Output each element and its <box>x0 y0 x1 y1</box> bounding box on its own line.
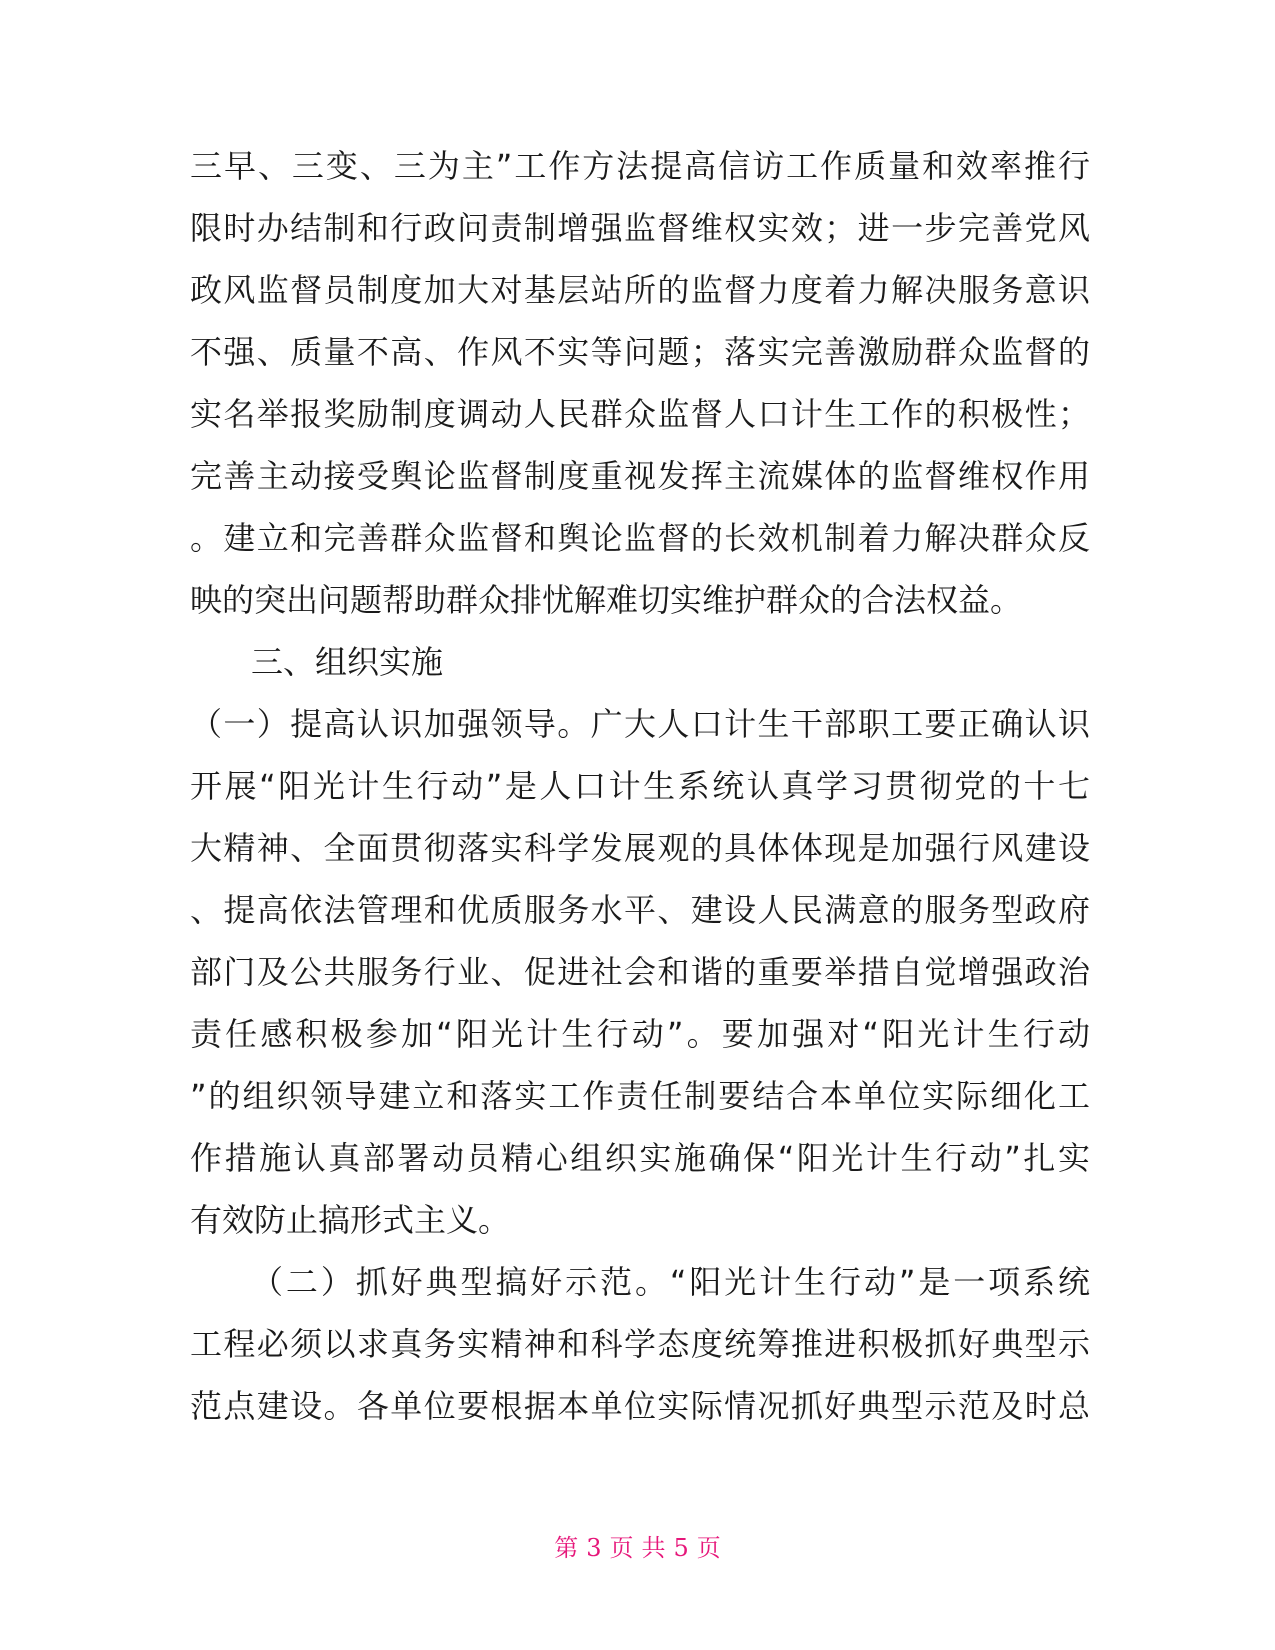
footer-current-page: 3 <box>586 1534 602 1562</box>
body-line: 。建立和完善群众监督和舆论监督的长效机制着力解决群众反 <box>190 519 1090 557</box>
body-line: 三早、三变、三为主”工作方法提高信访工作质量和效率推行 <box>190 147 1090 185</box>
body-line: 责任感积极参加“阳光计生行动”。要加强对“阳光计生行动 <box>190 1015 1090 1053</box>
footer-total-word: 共 <box>641 1534 666 1562</box>
body-line: 、提高依法管理和优质服务水平、建设人民满意的服务型政府 <box>190 891 1090 929</box>
body-line: （二）抓好典型搞好示范。“阳光计生行动”是一项系统 <box>251 1263 1090 1301</box>
body-line: 政风监督员制度加大对基层站所的监督力度着力解决服务意识 <box>190 271 1090 309</box>
body-line: 作措施认真部署动员精心组织实施确保“阳光计生行动”扎实 <box>190 1139 1090 1177</box>
body-line: 不强、质量不高、作风不实等问题；落实完善激励群众监督的 <box>190 333 1090 371</box>
section-heading: 三、组织实施 <box>251 643 444 681</box>
body-line: 开展“阳光计生行动”是人口计生系统认真学习贯彻党的十七 <box>190 767 1090 805</box>
body-line: 范点建设。各单位要根据本单位实际情况抓好典型示范及时总 <box>190 1387 1090 1425</box>
body-line: 大精神、全面贯彻落实科学发展观的具体体现是加强行风建设 <box>190 829 1090 867</box>
body-line: 部门及公共服务行业、促进社会和谐的重要举措自觉增强政治 <box>190 953 1090 991</box>
body-line: ”的组织领导建立和落实工作责任制要结合本单位实际细化工 <box>190 1077 1090 1115</box>
body-line: 有效防止搞形式主义。 <box>190 1201 511 1239</box>
footer-page-word: 页 <box>609 1534 634 1562</box>
footer-total-pages: 5 <box>673 1534 689 1562</box>
body-line: 工程必须以求真务实精神和科学态度统筹推进积极抓好典型示 <box>190 1325 1090 1363</box>
body-line: 实名举报奖励制度调动人民群众监督人口计生工作的积极性； <box>190 395 1090 433</box>
page-footer <box>0 1533 1275 1563</box>
body-line: 完善主动接受舆论监督制度重视发挥主流媒体的监督维权作用 <box>190 457 1090 495</box>
body-line: （一）提高认识加强领导。广大人口计生干部职工要正确认识 <box>190 705 1090 743</box>
body-line: 限时办结制和行政问责制增强监督维权实效；进一步完善党风 <box>190 209 1090 247</box>
footer-suffix: 页 <box>696 1534 721 1562</box>
footer-prefix: 第 <box>554 1534 579 1562</box>
body-line: 映的突出问题帮助群众排忧解难切实维护群众的合法权益。 <box>190 581 1023 619</box>
